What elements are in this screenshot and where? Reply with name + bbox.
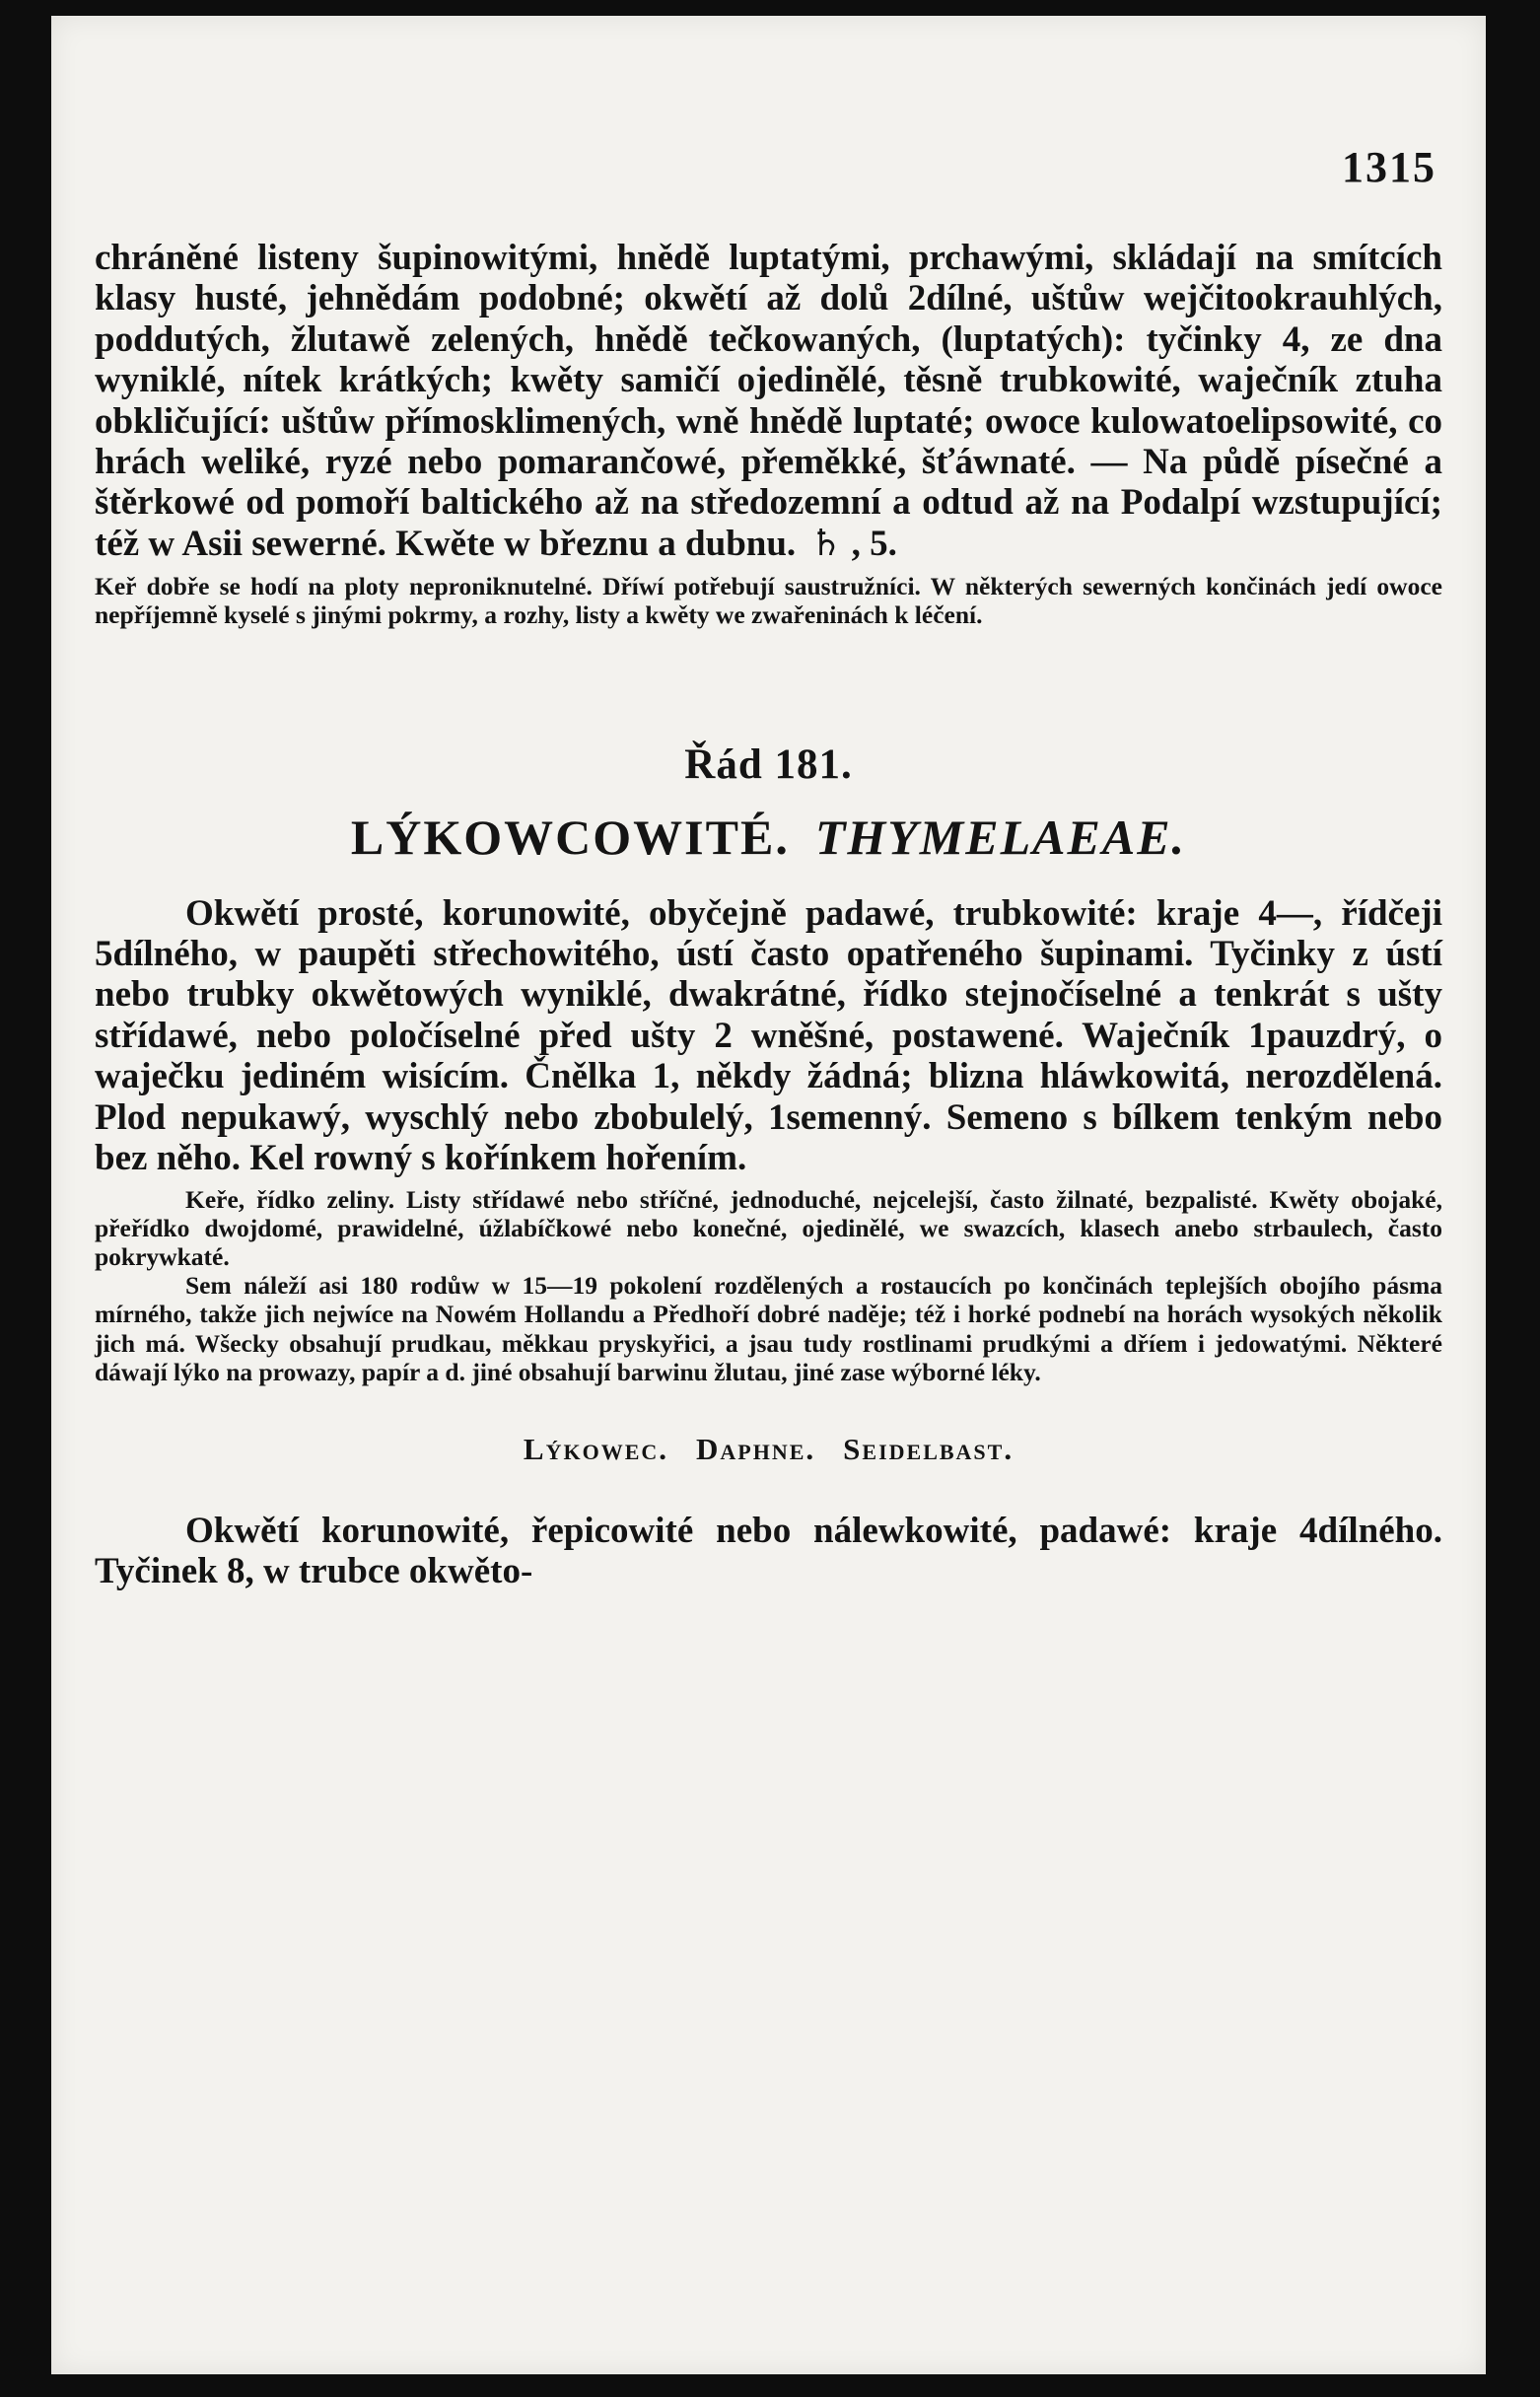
lifespan-symbols: ♄ , 5. (809, 523, 897, 564)
species-description-text: chráněné listeny šupinowitými, hnědě luptatými, prchawými, skládají na smítcích klasy husté, jehnědám podobné; okwětí až dolů 2dílné, uštůw wejčitookrauhlých, poddutých, žlutawě zelených, hnědě tečkowaných, (luptatých): tyčinky 4, ze dna wyniklé, nítek krátkých; kwěty samičí ojedinělé, těsně trubkowité, waječník ztuha obkličující: uštůw přímosklimených, wně hnědě luptaté; owoce kulowatoelipsowité, co hrách weliké, ryzé nebo pomarančowé, přeměkké, šťáwnaté. — Na půdě písečné a štěrkowé od pomoří baltického až na středozemní a odtud až na Podalpí wzstupující; též w Asii sewerné. Kwěte w březnu a dubnu. (95, 238, 1442, 564)
genus-name-latin: Daphne. (696, 1431, 816, 1466)
family-name-czech: LÝKOWCOWITÉ. (350, 809, 790, 865)
species-uses-paragraph: Keř dobře se hodí na ploty neproniknutelné. Dříwí potřebují saustružníci. W některých sewerných končinách jedí owoce nepříjemně kyselé s jinými pokrmy, a rozhy, listy a kwěty we zwařeninách k léčení. (95, 572, 1442, 630)
book-page (51, 16, 1486, 2374)
genus-heading (95, 1432, 1442, 1467)
species-description-paragraph (95, 238, 1442, 564)
genus-name-german: Seidelbast. (843, 1431, 1015, 1466)
genus-name-czech: Lýkowec. (523, 1431, 669, 1466)
family-habit-paragraph: Keře, řídko zeliny. Listy střídawé nebo stříčné, jednoduché, nejcelejší, často žilnaté, bezpalisté. Kwěty obojaké, přeřídko dwojdomé, prawidelné, úžlabíčkowé nebo konečné, ojedinělé, we swazcích, klasech anebo strbaulech, často pokrywkaté. (95, 1184, 1442, 1271)
page-number: 1315 (1342, 143, 1436, 191)
page-text (95, 238, 1442, 1592)
family-heading (95, 809, 1442, 866)
genus-description-paragraph: Okwětí korunowité, řepicowité nebo nálewkowité, padawé: kraje 4dílného. Tyčinek 8, w trubce okwěto- (95, 1510, 1442, 1592)
family-description-paragraph: Okwětí prosté, korunowité, obyčejně padawé, trubkowité: kraje 4—, řídčeji 5dílného, w paupěti střechowitého, ústí často opatřeného šupinami. Tyčinky z ústí nebo trubky okwětowých wyniklé, dwakrátné, řídko stejnočíselné a tenkrát s ušty střídawé, nebo poločíselné před ušty 2 wněšné, postawené. Waječník 1pauzdrý, o waječku jediném wisícím. Čnělka 1, někdy žádná; blizna hláwkowitá, nerozdělená. Plod nepukawý, wyschlý nebo zbobulelý, 1semenný. Semeno s bílkem tenkým nebo bez něho. Kel rowný s kořínkem hořením. (95, 892, 1442, 1179)
family-name-latin: THYMELAEAE. (814, 809, 1187, 865)
family-distribution-paragraph: Sem náleží asi 180 rodůw w 15—19 pokolení rozdělených a rostaucích po končinách teplejších obojího pásma mírného, takže jich nejwíce na Nowém Hollandu a Předhoří dobré naděje; též i horké podnebí na horách wysokých několik jich má. Wšecky obsahují prudkau, měkkau pryskyřici, a jsau tudy rostlinami prudkými a dříem i jedowatými. Některé dáwají lýko na prowazy, papír a d. jiné obsahují barwinu žlutau, jiné zase wýborné léky. (95, 1271, 1442, 1386)
order-heading: Řád 181. (684, 740, 853, 788)
